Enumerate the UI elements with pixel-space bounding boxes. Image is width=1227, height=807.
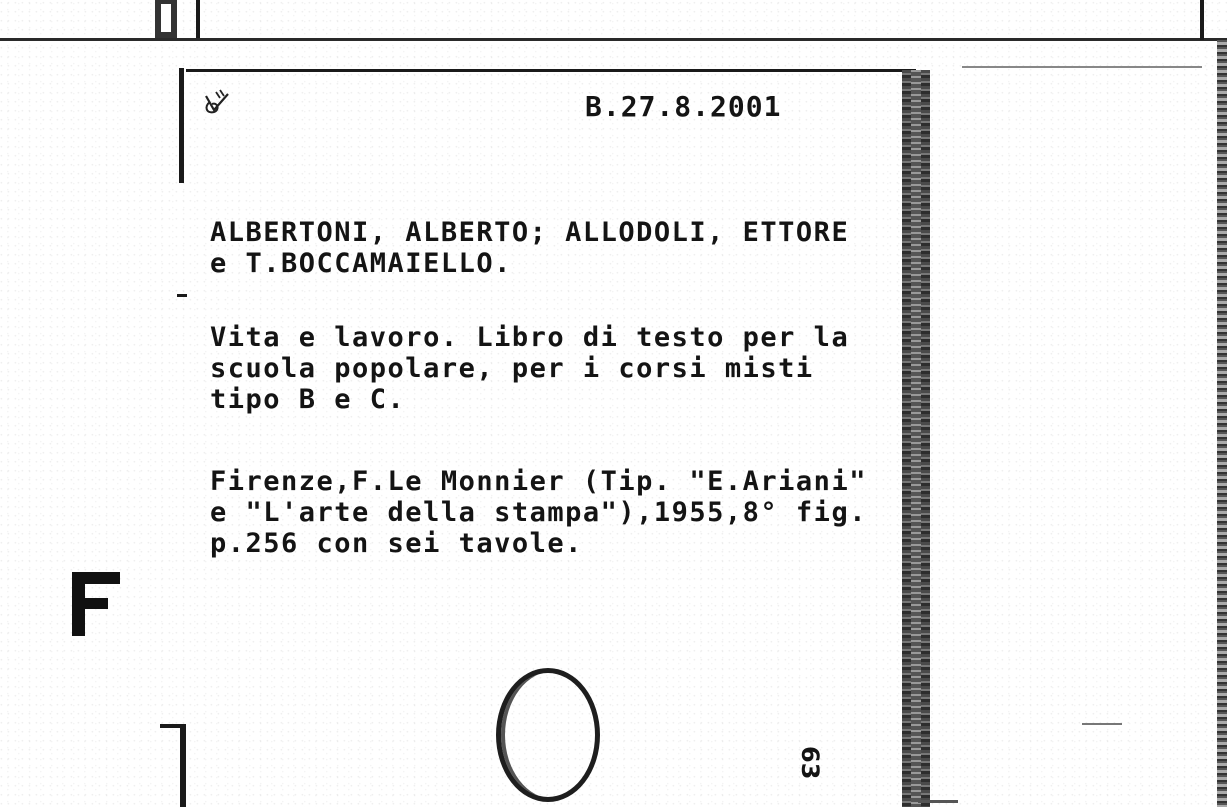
previous-card-rule-right bbox=[1200, 0, 1204, 40]
title-block bbox=[210, 322, 849, 415]
title-line: Vita e lavoro. Libro di testo per la bbox=[210, 322, 850, 353]
authors-block bbox=[210, 217, 849, 279]
card-margin-dash bbox=[177, 294, 187, 297]
punch-hole bbox=[496, 668, 600, 802]
authors-line: ALBERTONI, ALBERTO; ALLODOLI, ETTORE bbox=[210, 217, 850, 248]
call-number: B.27.8.2001 bbox=[585, 90, 782, 123]
imprint-line: Firenze,F.Le Monnier (Tip. "E.Ariani" bbox=[210, 466, 867, 497]
card-side-number: 63 bbox=[796, 746, 824, 780]
faint-rule bbox=[962, 66, 1202, 68]
faint-rule bbox=[1082, 723, 1122, 725]
card-left-edge bbox=[179, 68, 184, 183]
margin-letter-f bbox=[72, 572, 124, 636]
imprint-line: e "L'arte della stampa"),1955,8° fig. bbox=[210, 497, 867, 528]
card-right-edge bbox=[902, 70, 930, 807]
next-card-edge bbox=[180, 724, 186, 807]
title-line: scuola popolare, per i corsi misti bbox=[210, 353, 814, 384]
previous-card-edge bbox=[155, 0, 177, 38]
top-scan-rule bbox=[0, 38, 1227, 41]
previous-card-rule bbox=[196, 0, 200, 38]
title-line: tipo B e C. bbox=[210, 384, 406, 415]
imprint-block bbox=[210, 466, 867, 559]
authors-line: e T.BOCCAMAIELLO. bbox=[210, 248, 512, 279]
faint-rule bbox=[918, 800, 958, 803]
imprint-line: p.256 con sei tavole. bbox=[210, 528, 583, 559]
scan-right-edge bbox=[1217, 40, 1227, 807]
handwritten-mark-icon bbox=[200, 88, 234, 122]
card-top-edge bbox=[186, 69, 916, 72]
